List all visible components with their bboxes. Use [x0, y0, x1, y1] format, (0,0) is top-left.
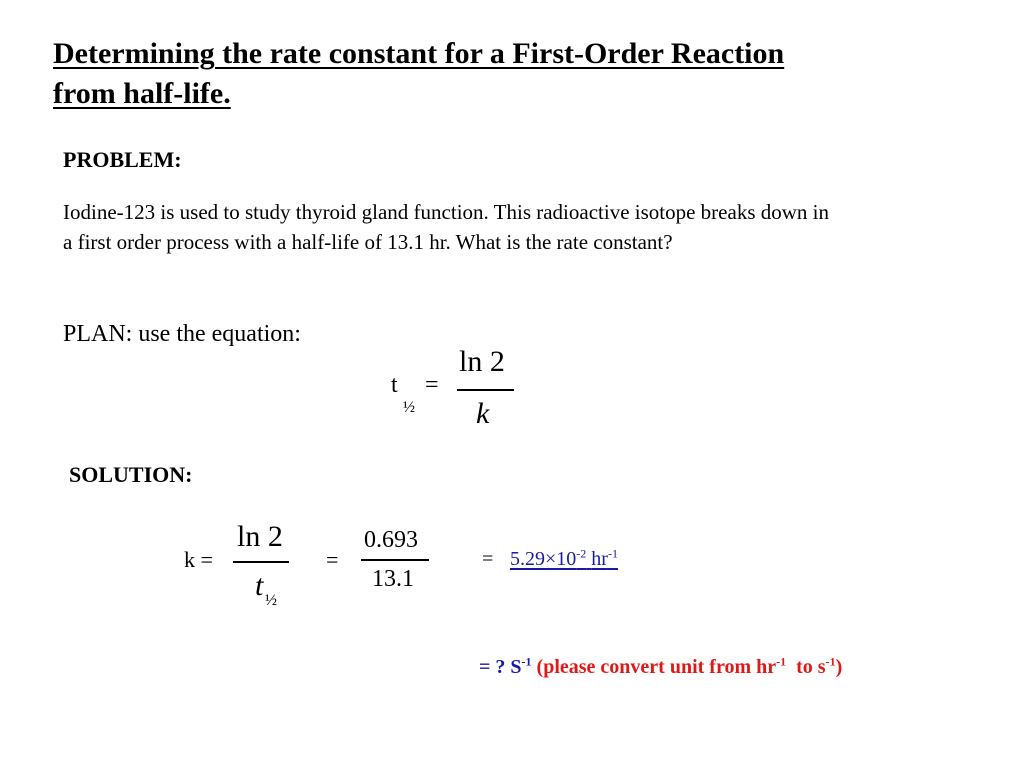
- solution-equals-2: =: [326, 547, 339, 572]
- solution-frac1-bar: [233, 561, 289, 563]
- plan-text: PLAN: use the equation:: [63, 321, 301, 347]
- slide-title-line1: Determining the rate constant for a First-Order Reaction: [53, 37, 785, 70]
- problem-text-line2: a first order process with a half-life of 13.1 hr. What is the rate constant?: [63, 230, 673, 254]
- slide-title-line2: from half-life.: [53, 77, 231, 110]
- solution-frac2-bar: [361, 559, 429, 561]
- conversion-note-exponent-2: -1: [825, 654, 836, 669]
- solution-equals-3: =: [482, 548, 494, 570]
- equation-half-subscript: ½: [403, 399, 415, 416]
- conversion-prefix: [479, 656, 532, 678]
- conversion-line: [479, 656, 842, 679]
- conversion-prefix-exponent: -1: [521, 654, 532, 669]
- problem-text: [63, 197, 829, 257]
- solution-frac2-numerator: 0.693: [364, 527, 418, 553]
- solution-result: [510, 548, 618, 571]
- conversion-note-close: ): [835, 656, 843, 678]
- conversion-prefix-text: = ? S: [479, 656, 522, 678]
- solution-frac1-half-subscript: ½: [265, 592, 277, 609]
- result-unit: hr: [591, 548, 608, 570]
- problem-heading: PROBLEM:: [63, 147, 182, 172]
- equation-equals: =: [425, 372, 439, 398]
- result-exponent: -2: [576, 546, 587, 561]
- equation-t: t: [391, 372, 398, 398]
- slide-title: [53, 34, 784, 114]
- problem-text-line1: Iodine-123 is used to study thyroid gland function. This radioactive isotope breaks down in: [63, 200, 829, 224]
- conversion-note-mid: to s: [786, 656, 826, 678]
- conversion-note-open: (please convert unit from hr: [536, 656, 777, 678]
- result-mantissa: 5.29: [510, 548, 545, 570]
- solution-frac1-denominator-t: t: [255, 569, 264, 602]
- solution-heading: SOLUTION:: [69, 462, 193, 487]
- solution-k-equals: k =: [184, 547, 213, 572]
- equation-fraction-bar: [457, 389, 514, 391]
- solution-frac1-numerator: ln 2: [237, 520, 283, 553]
- equation-denominator: k: [476, 397, 490, 430]
- result-unit-exponent: -1: [607, 546, 618, 561]
- solution-frac2-denominator: 13.1: [372, 566, 414, 592]
- conversion-note: [537, 656, 843, 678]
- equation-numerator: ln 2: [459, 345, 505, 378]
- conversion-note-exponent-1: -1: [776, 654, 787, 669]
- result-times-ten: ×10: [545, 548, 577, 570]
